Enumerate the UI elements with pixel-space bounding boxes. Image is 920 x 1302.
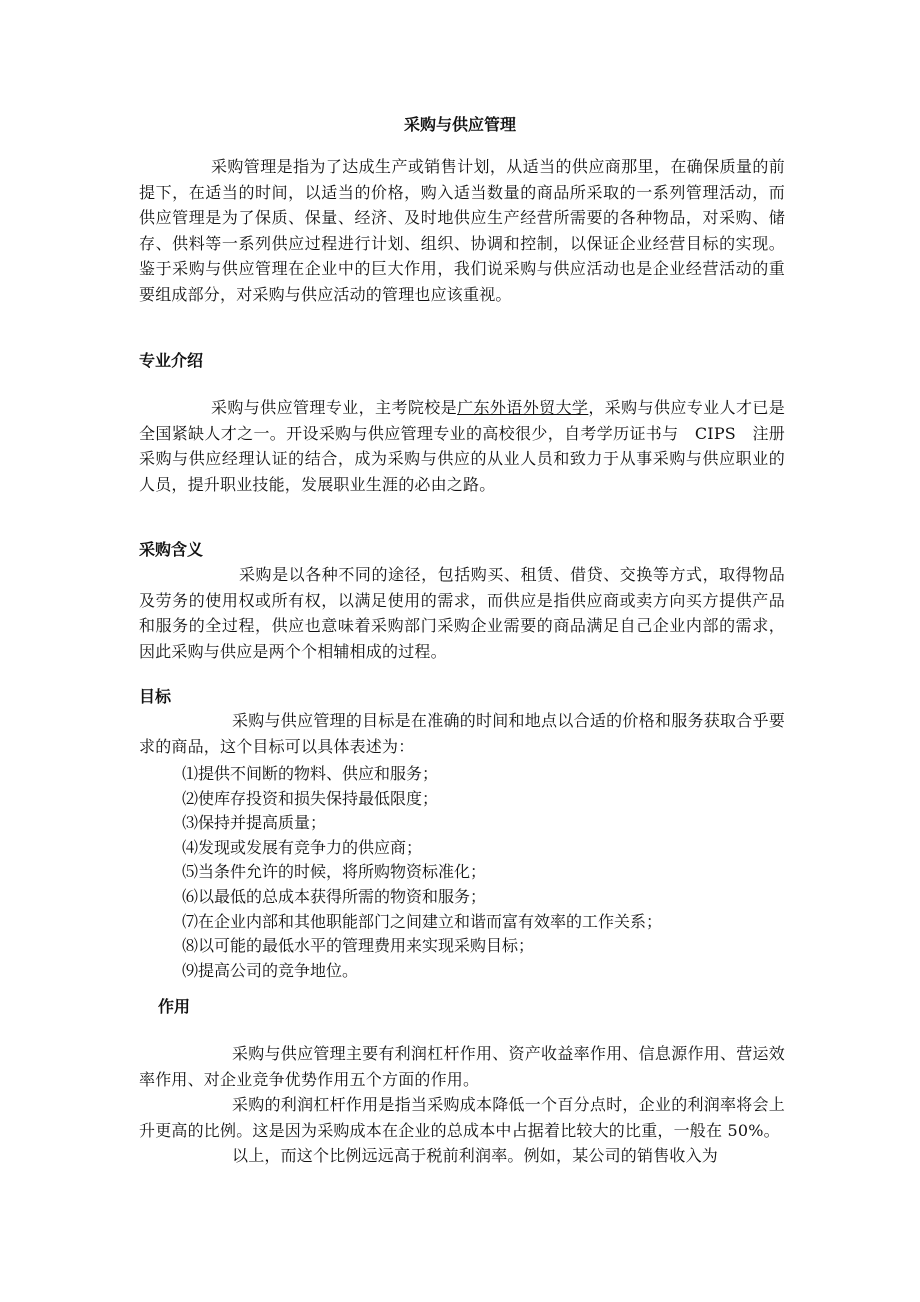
meaning-block [139,562,785,664]
document-title: 采购与供应管理 [403,115,516,134]
list-item: ⑻以可能的最低水平的管理费用来实现采购目标； [182,936,535,956]
intro-block [139,154,785,307]
list-item: ⑵使库存投资和损失保持最低限度； [182,788,439,808]
intro-paragraph: 采购管理是指为了达成生产或销售计划，从适当的供应商那里，在确保质量的前提下，在适当的时间，以适当的价格，购入适当数量的商品所采取的一系列管理活动，而供应管理是为了保质、保量、经济、及时地供应生产经营所需要的各种物品，对采购、储存、供料等一系列供应过程进行计划、组织、协调和控制，以保证企业经营目标的实现。鉴于采购与供应管理在企业中的巨大作用，我们说采购与供应活动也是企业经营活动的重要组成部分，对采购与供应活动的管理也应该重视。 [139,157,785,304]
major-text-after-link: ，采购与供应专业人才已是全国紧缺人才之一。开设采购与供应管理专业的高校很少，自考学历证书与 CIPS 注册采购与供应经理认证的结合，成为采购与供应的从业人员和致力于从事采购与供应职业的人员，提升职业技能，发展职业生涯的必由之路。 [139,398,785,494]
goals-block [139,708,785,983]
role-paragraph-1: 采购与供应管理主要有利润杠杆作用、资产收益率作用、信息源作用、营运效率作用、对企业竞争优势作用五个方面的作用。 [139,1044,785,1089]
university-link[interactable]: 广东外语外贸大学 [457,398,589,417]
list-item: ⑷发现或发展有竞争力的供应商； [182,837,423,857]
major-block [139,395,785,497]
section-heading-role: 作用 [158,997,191,1016]
role-paragraph-2: 采购的利润杠杆作用是指当采购成本降低一个百分点时，企业的利润率将会上升更高的比例。这是因为采购成本在企业的总成本中占据着比较大的比重，一般在 50%。 [139,1095,785,1140]
list-item: ⑼提高公司的竞争地位。 [182,960,359,980]
list-item: ⑶保持并提高质量； [182,813,327,833]
goals-paragraph: 采购与供应管理的目标是在准确的时间和地点以合适的价格和服务获取合乎要求的商品，这个目标可以具体表述为： [139,711,785,756]
section-heading-major: 专业介绍 [139,351,204,370]
list-item: ⑹以最低的总成本获得所需的物资和服务； [182,886,487,906]
meaning-paragraph: 采购是以各种不同的途径，包括购买、租赁、借贷、交换等方式，取得物品及劳务的使用权或所有权，以满足使用的需求，而供应是指供应商或卖方向买方提供产品和服务的全过程，供应也意味着采购部门采购企业需要的商品满足自己企业内部的需求，因此采购与供应是两个个相辅相成的过程。 [139,565,785,661]
list-item: ⑴提供不间断的物料、供应和服务； [182,764,439,783]
section-heading-goals: 目标 [139,687,172,706]
role-block [139,1041,785,1169]
major-text-before-link: 采购与供应管理专业，主考院校是 [211,398,458,417]
list-item: ⑸当条件允许的时候，将所购物资标准化； [182,862,487,882]
list-item: ⑺在企业内部和其他职能部门之间建立和谐而富有效率的工作关系； [182,911,663,931]
goals-list [139,762,785,983]
major-paragraph [139,395,785,497]
role-paragraph-3: 以上，而这个比例远远高于税前利润率。例如，某公司的销售收入为 [232,1146,719,1165]
section-heading-meaning: 采购含义 [139,540,204,559]
